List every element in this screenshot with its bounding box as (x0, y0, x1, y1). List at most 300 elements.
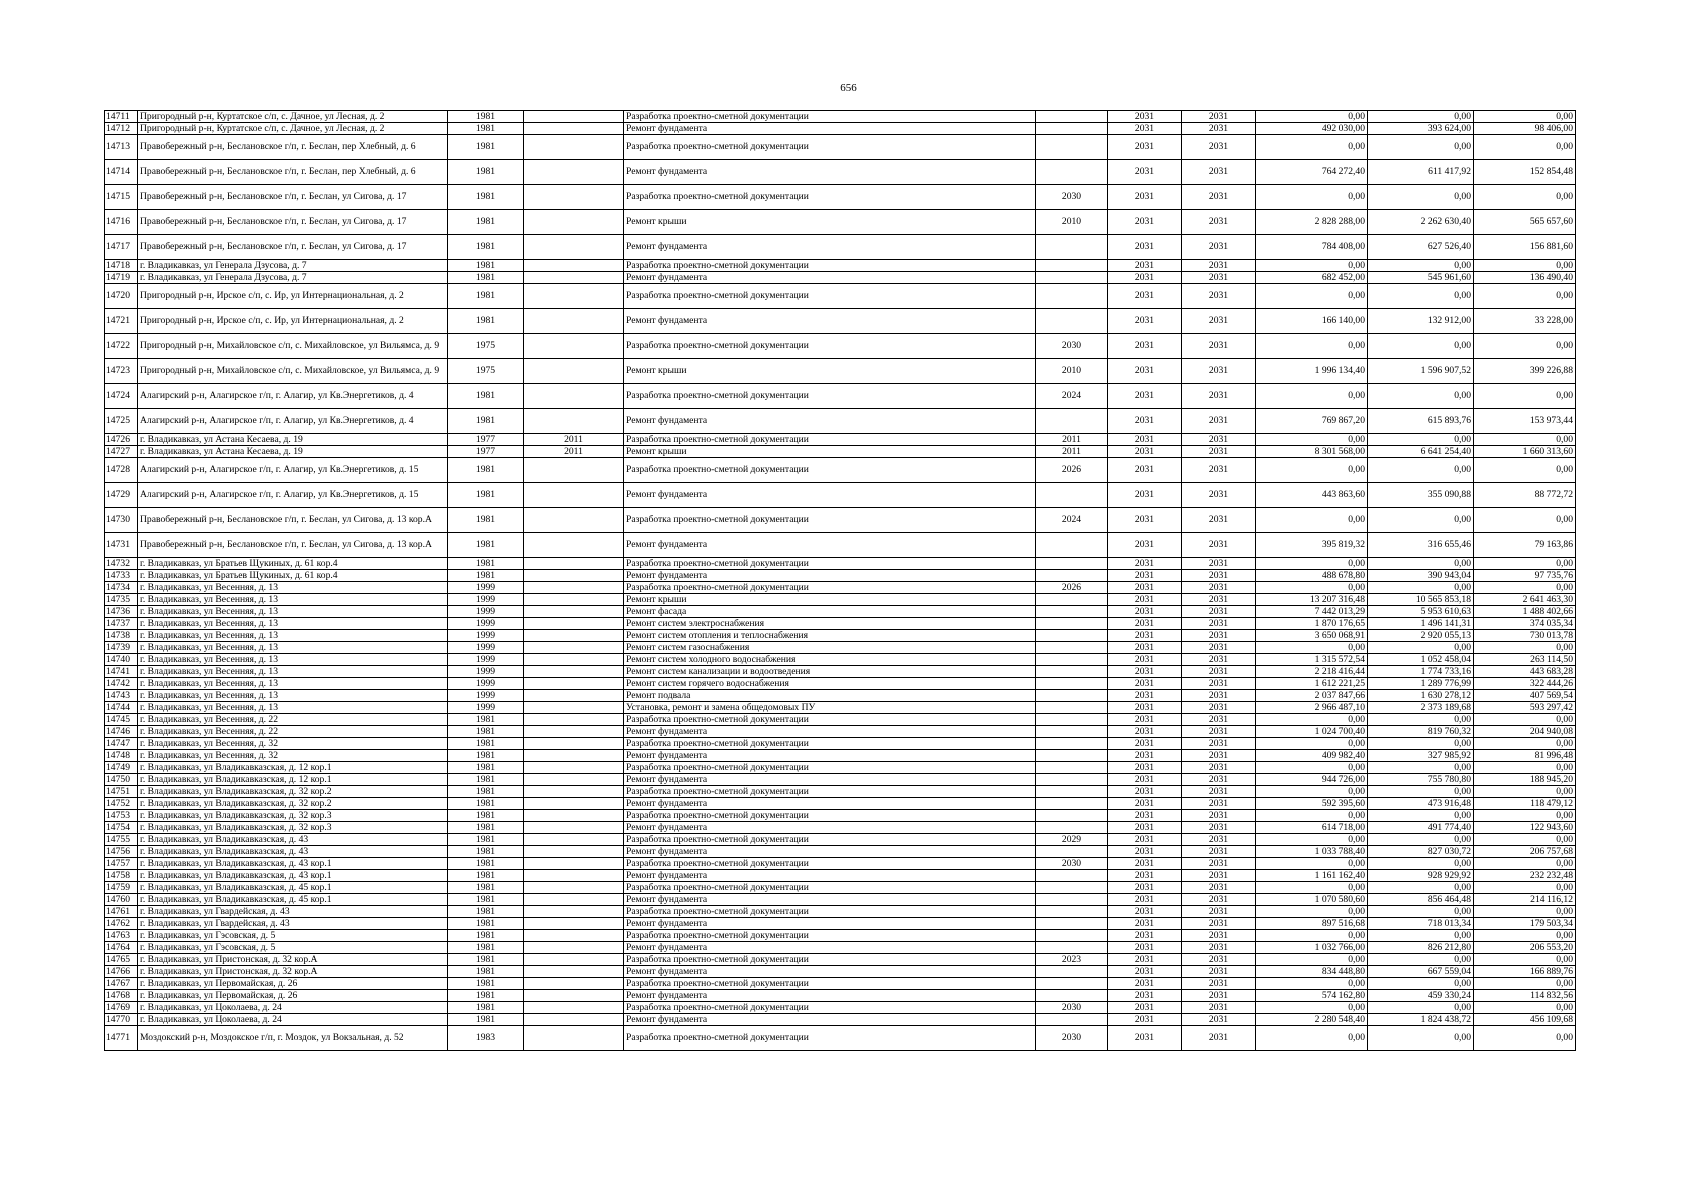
fund-cost-cell: 0,00 (1368, 882, 1474, 894)
address-cell: Алагирский р-н, Алагирское г/п, г. Алагир, ул Кв.Энергетиков, д. 4 (138, 384, 448, 409)
address-cell: Пригородный р-н, Куртатское с/п, с. Дачное, ул Лесная, д. 2 (138, 111, 448, 123)
row-number-cell: 14749 (105, 762, 138, 774)
plan-start-year-cell: 2031 (1108, 942, 1182, 954)
address-cell: г. Владикавказ, ул Владикавказская, д. 32 кор.2 (138, 786, 448, 798)
last-repair-year-cell (524, 458, 624, 483)
work-type-cell: Разработка проектно-сметной документации (624, 834, 1036, 846)
owners-cost-cell: 0,00 (1474, 284, 1576, 309)
fund-cost-cell: 0,00 (1368, 762, 1474, 774)
last-repair-year-cell (524, 160, 624, 185)
table-row (105, 882, 1576, 894)
row-number-cell: 14761 (105, 906, 138, 918)
address-cell: г. Владикавказ, ул Владикавказская, д. 12 кор.1 (138, 762, 448, 774)
work-year-cell (1036, 594, 1108, 606)
plan-end-year-cell: 2031 (1182, 774, 1256, 786)
row-number-cell: 14740 (105, 654, 138, 666)
row-number-cell: 14735 (105, 594, 138, 606)
plan-end-year-cell: 2031 (1182, 185, 1256, 210)
address-cell: г. Владикавказ, ул Цоколаева, д. 24 (138, 1014, 448, 1026)
owners-cost-cell: 593 297,42 (1474, 702, 1576, 714)
last-repair-year-cell (524, 309, 624, 334)
fund-cost-cell: 0,00 (1368, 858, 1474, 870)
work-type-cell: Ремонт подвала (624, 690, 1036, 702)
fund-cost-cell: 1 824 438,72 (1368, 1014, 1474, 1026)
total-cost-cell: 1 033 788,40 (1256, 846, 1368, 858)
plan-end-year-cell: 2031 (1182, 533, 1256, 558)
owners-cost-cell: 399 226,88 (1474, 359, 1576, 384)
owners-cost-cell: 0,00 (1474, 458, 1576, 483)
plan-start-year-cell: 2031 (1108, 678, 1182, 690)
last-repair-year-cell (524, 1002, 624, 1014)
work-year-cell (1036, 822, 1108, 834)
total-cost-cell: 2 966 487,10 (1256, 702, 1368, 714)
work-year-cell: 2026 (1036, 458, 1108, 483)
build-year-cell: 1981 (448, 1014, 524, 1026)
fund-cost-cell: 2 373 189,68 (1368, 702, 1474, 714)
table-row (105, 942, 1576, 954)
row-number-cell: 14718 (105, 260, 138, 272)
plan-end-year-cell: 2031 (1182, 702, 1256, 714)
owners-cost-cell: 0,00 (1474, 135, 1576, 160)
build-year-cell: 1981 (448, 123, 524, 135)
row-number-cell: 14725 (105, 409, 138, 434)
work-type-cell: Установка, ремонт и замена общедомовых ПУ (624, 702, 1036, 714)
plan-end-year-cell: 2031 (1182, 966, 1256, 978)
table-row (105, 260, 1576, 272)
owners-cost-cell: 98 406,00 (1474, 123, 1576, 135)
row-number-cell: 14767 (105, 978, 138, 990)
table-row (105, 1014, 1576, 1026)
address-cell: г. Владикавказ, ул Весенняя, д. 13 (138, 594, 448, 606)
work-type-cell: Разработка проектно-сметной документации (624, 582, 1036, 594)
owners-cost-cell: 456 109,68 (1474, 1014, 1576, 1026)
plan-start-year-cell: 2031 (1108, 594, 1182, 606)
total-cost-cell: 0,00 (1256, 284, 1368, 309)
work-year-cell (1036, 533, 1108, 558)
work-type-cell: Ремонт фундамента (624, 966, 1036, 978)
table-row (105, 642, 1576, 654)
work-year-cell (1036, 726, 1108, 738)
last-repair-year-cell (524, 774, 624, 786)
table-row (105, 726, 1576, 738)
fund-cost-cell: 5 953 610,63 (1368, 606, 1474, 618)
work-type-cell: Ремонт систем канализации и водоотведения (624, 666, 1036, 678)
plan-start-year-cell: 2031 (1108, 409, 1182, 434)
table-row (105, 1026, 1576, 1051)
work-year-cell (1036, 810, 1108, 822)
build-year-cell: 1981 (448, 822, 524, 834)
total-cost-cell: 3 650 068,91 (1256, 630, 1368, 642)
work-type-cell: Разработка проектно-сметной документации (624, 508, 1036, 533)
address-cell: г. Владикавказ, ул Весенняя, д. 22 (138, 726, 448, 738)
row-number-cell: 14743 (105, 690, 138, 702)
total-cost-cell: 8 301 568,00 (1256, 446, 1368, 458)
address-cell: г. Владикавказ, ул Владикавказская, д. 32 кор.3 (138, 810, 448, 822)
work-type-cell: Ремонт фундамента (624, 990, 1036, 1002)
total-cost-cell: 769 867,20 (1256, 409, 1368, 434)
table-row (105, 446, 1576, 458)
plan-start-year-cell: 2031 (1108, 272, 1182, 284)
owners-cost-cell: 0,00 (1474, 954, 1576, 966)
work-type-cell: Ремонт фундамента (624, 846, 1036, 858)
fund-cost-cell: 0,00 (1368, 384, 1474, 409)
plan-end-year-cell: 2031 (1182, 434, 1256, 446)
plan-start-year-cell: 2031 (1108, 702, 1182, 714)
total-cost-cell: 0,00 (1256, 762, 1368, 774)
work-year-cell (1036, 235, 1108, 260)
fund-cost-cell: 355 090,88 (1368, 483, 1474, 508)
plan-end-year-cell: 2031 (1182, 906, 1256, 918)
plan-start-year-cell: 2031 (1108, 630, 1182, 642)
row-number-cell: 14739 (105, 642, 138, 654)
work-year-cell: 2030 (1036, 334, 1108, 359)
work-year-cell (1036, 618, 1108, 630)
fund-cost-cell: 0,00 (1368, 1002, 1474, 1014)
fund-cost-cell: 0,00 (1368, 334, 1474, 359)
owners-cost-cell: 0,00 (1474, 111, 1576, 123)
plan-end-year-cell: 2031 (1182, 918, 1256, 930)
work-type-cell: Ремонт фасада (624, 606, 1036, 618)
build-year-cell: 1981 (448, 942, 524, 954)
build-year-cell: 1999 (448, 606, 524, 618)
work-type-cell: Разработка проектно-сметной документации (624, 714, 1036, 726)
build-year-cell: 1999 (448, 678, 524, 690)
plan-end-year-cell: 2031 (1182, 954, 1256, 966)
row-number-cell: 14760 (105, 894, 138, 906)
last-repair-year-cell (524, 111, 624, 123)
last-repair-year-cell (524, 714, 624, 726)
table-row (105, 762, 1576, 774)
work-type-cell: Разработка проектно-сметной документации (624, 434, 1036, 446)
work-type-cell: Ремонт фундамента (624, 123, 1036, 135)
address-cell: г. Владикавказ, ул Владикавказская, д. 45 кор.1 (138, 882, 448, 894)
last-repair-year-cell (524, 582, 624, 594)
table-row (105, 272, 1576, 284)
address-cell: г. Владикавказ, ул Весенняя, д. 13 (138, 582, 448, 594)
table-row (105, 990, 1576, 1002)
build-year-cell: 1999 (448, 690, 524, 702)
table-row (105, 483, 1576, 508)
build-year-cell: 1981 (448, 906, 524, 918)
last-repair-year-cell (524, 702, 624, 714)
work-type-cell: Разработка проектно-сметной документации (624, 906, 1036, 918)
row-number-cell: 14737 (105, 618, 138, 630)
fund-cost-cell: 667 559,04 (1368, 966, 1474, 978)
fund-cost-cell: 0,00 (1368, 642, 1474, 654)
last-repair-year-cell (524, 594, 624, 606)
fund-cost-cell: 1 496 141,31 (1368, 618, 1474, 630)
table-row (105, 894, 1576, 906)
plan-start-year-cell: 2031 (1108, 446, 1182, 458)
plan-end-year-cell: 2031 (1182, 846, 1256, 858)
build-year-cell: 1981 (448, 714, 524, 726)
last-repair-year-cell (524, 260, 624, 272)
last-repair-year-cell (524, 894, 624, 906)
table-row (105, 1002, 1576, 1014)
total-cost-cell: 0,00 (1256, 458, 1368, 483)
total-cost-cell: 0,00 (1256, 582, 1368, 594)
last-repair-year-cell (524, 870, 624, 882)
plan-start-year-cell: 2031 (1108, 1026, 1182, 1051)
plan-start-year-cell: 2031 (1108, 558, 1182, 570)
work-year-cell: 2010 (1036, 359, 1108, 384)
plan-start-year-cell: 2031 (1108, 978, 1182, 990)
work-type-cell: Ремонт фундамента (624, 822, 1036, 834)
row-number-cell: 14729 (105, 483, 138, 508)
work-type-cell: Ремонт фундамента (624, 483, 1036, 508)
total-cost-cell: 1 315 572,54 (1256, 654, 1368, 666)
row-number-cell: 14730 (105, 508, 138, 533)
work-year-cell (1036, 558, 1108, 570)
table-row (105, 558, 1576, 570)
plan-start-year-cell: 2031 (1108, 160, 1182, 185)
plan-start-year-cell: 2031 (1108, 123, 1182, 135)
owners-cost-cell: 0,00 (1474, 1026, 1576, 1051)
row-number-cell: 14745 (105, 714, 138, 726)
work-year-cell (1036, 762, 1108, 774)
plan-end-year-cell: 2031 (1182, 582, 1256, 594)
plan-end-year-cell: 2031 (1182, 446, 1256, 458)
work-type-cell: Разработка проектно-сметной документации (624, 111, 1036, 123)
work-year-cell: 2024 (1036, 508, 1108, 533)
work-type-cell: Ремонт фундамента (624, 870, 1036, 882)
work-type-cell: Разработка проектно-сметной документации (624, 458, 1036, 483)
plan-start-year-cell: 2031 (1108, 434, 1182, 446)
build-year-cell: 1981 (448, 235, 524, 260)
work-type-cell: Ремонт крыши (624, 594, 1036, 606)
build-year-cell: 1981 (448, 260, 524, 272)
work-year-cell (1036, 135, 1108, 160)
total-cost-cell: 0,00 (1256, 185, 1368, 210)
last-repair-year-cell: 2011 (524, 446, 624, 458)
build-year-cell: 1999 (448, 666, 524, 678)
work-year-cell: 2024 (1036, 384, 1108, 409)
plan-end-year-cell: 2031 (1182, 714, 1256, 726)
work-year-cell (1036, 942, 1108, 954)
fund-cost-cell: 1 289 776,99 (1368, 678, 1474, 690)
fund-cost-cell: 0,00 (1368, 714, 1474, 726)
plan-start-year-cell: 2031 (1108, 309, 1182, 334)
plan-start-year-cell: 2031 (1108, 642, 1182, 654)
plan-start-year-cell: 2031 (1108, 930, 1182, 942)
last-repair-year-cell (524, 1026, 624, 1051)
plan-start-year-cell: 2031 (1108, 111, 1182, 123)
plan-start-year-cell: 2031 (1108, 894, 1182, 906)
plan-end-year-cell: 2031 (1182, 858, 1256, 870)
table-row (105, 533, 1576, 558)
build-year-cell: 1977 (448, 446, 524, 458)
build-year-cell: 1981 (448, 1002, 524, 1014)
build-year-cell: 1981 (448, 798, 524, 810)
row-number-cell: 14711 (105, 111, 138, 123)
row-number-cell: 14746 (105, 726, 138, 738)
total-cost-cell: 0,00 (1256, 954, 1368, 966)
last-repair-year-cell (524, 810, 624, 822)
build-year-cell: 1981 (448, 111, 524, 123)
address-cell: Правобережный р-н, Беслановское г/п, г. Беслан, ул Сигова, д. 17 (138, 235, 448, 260)
plan-end-year-cell: 2031 (1182, 458, 1256, 483)
table-row (105, 309, 1576, 334)
address-cell: г. Владикавказ, ул Генерала Дзусова, д. 7 (138, 272, 448, 284)
address-cell: г. Владикавказ, ул Владикавказская, д. 43 кор.1 (138, 858, 448, 870)
owners-cost-cell: 0,00 (1474, 978, 1576, 990)
row-number-cell: 14732 (105, 558, 138, 570)
work-year-cell (1036, 750, 1108, 762)
row-number-cell: 14768 (105, 990, 138, 1002)
work-type-cell: Разработка проектно-сметной документации (624, 810, 1036, 822)
work-type-cell: Ремонт крыши (624, 359, 1036, 384)
last-repair-year-cell (524, 738, 624, 750)
work-type-cell: Ремонт фундамента (624, 235, 1036, 260)
plan-end-year-cell: 2031 (1182, 798, 1256, 810)
owners-cost-cell: 322 444,26 (1474, 678, 1576, 690)
table-row (105, 135, 1576, 160)
plan-end-year-cell: 2031 (1182, 284, 1256, 309)
last-repair-year-cell (524, 978, 624, 990)
plan-start-year-cell: 2031 (1108, 714, 1182, 726)
table-row (105, 702, 1576, 714)
last-repair-year-cell (524, 642, 624, 654)
work-year-cell: 2030 (1036, 185, 1108, 210)
work-year-cell (1036, 284, 1108, 309)
total-cost-cell: 0,00 (1256, 642, 1368, 654)
plan-end-year-cell: 2031 (1182, 160, 1256, 185)
total-cost-cell: 0,00 (1256, 1026, 1368, 1051)
work-year-cell (1036, 870, 1108, 882)
address-cell: г. Владикавказ, ул Весенняя, д. 13 (138, 702, 448, 714)
work-type-cell: Ремонт систем отопления и теплоснабжения (624, 630, 1036, 642)
last-repair-year-cell (524, 882, 624, 894)
owners-cost-cell: 88 772,72 (1474, 483, 1576, 508)
address-cell: г. Владикавказ, ул Братьев Щукиных, д. 61 кор.4 (138, 558, 448, 570)
total-cost-cell: 1 024 700,40 (1256, 726, 1368, 738)
last-repair-year-cell (524, 630, 624, 642)
total-cost-cell: 682 452,00 (1256, 272, 1368, 284)
work-type-cell: Ремонт фундамента (624, 942, 1036, 954)
fund-cost-cell: 0,00 (1368, 582, 1474, 594)
row-number-cell: 14715 (105, 185, 138, 210)
total-cost-cell: 0,00 (1256, 334, 1368, 359)
plan-end-year-cell: 2031 (1182, 942, 1256, 954)
fund-cost-cell: 0,00 (1368, 111, 1474, 123)
plan-end-year-cell: 2031 (1182, 810, 1256, 822)
last-repair-year-cell (524, 185, 624, 210)
last-repair-year-cell (524, 786, 624, 798)
address-cell: г. Владикавказ, ул Весенняя, д. 13 (138, 642, 448, 654)
total-cost-cell: 0,00 (1256, 260, 1368, 272)
address-cell: Пригородный р-н, Михайловское с/п, с. Михайловское, ул Вильямса, д. 9 (138, 334, 448, 359)
last-repair-year-cell (524, 558, 624, 570)
last-repair-year-cell (524, 750, 624, 762)
work-year-cell (1036, 678, 1108, 690)
fund-cost-cell: 0,00 (1368, 284, 1474, 309)
total-cost-cell: 488 678,80 (1256, 570, 1368, 582)
plan-end-year-cell: 2031 (1182, 726, 1256, 738)
work-type-cell: Разработка проектно-сметной документации (624, 135, 1036, 160)
owners-cost-cell: 206 553,20 (1474, 942, 1576, 954)
plan-start-year-cell: 2031 (1108, 906, 1182, 918)
work-type-cell: Ремонт крыши (624, 210, 1036, 235)
table-row (105, 750, 1576, 762)
plan-end-year-cell: 2031 (1182, 309, 1256, 334)
work-type-cell: Разработка проектно-сметной документации (624, 260, 1036, 272)
build-year-cell: 1981 (448, 810, 524, 822)
table-row (105, 334, 1576, 359)
row-number-cell: 14736 (105, 606, 138, 618)
row-number-cell: 14744 (105, 702, 138, 714)
table-row (105, 359, 1576, 384)
total-cost-cell: 574 162,80 (1256, 990, 1368, 1002)
row-number-cell: 14753 (105, 810, 138, 822)
build-year-cell: 1981 (448, 384, 524, 409)
last-repair-year-cell (524, 762, 624, 774)
last-repair-year-cell (524, 954, 624, 966)
work-year-cell (1036, 966, 1108, 978)
plan-start-year-cell: 2031 (1108, 582, 1182, 594)
table-row (105, 834, 1576, 846)
address-cell: г. Владикавказ, ул Первомайская, д. 26 (138, 990, 448, 1002)
fund-cost-cell: 0,00 (1368, 508, 1474, 533)
last-repair-year-cell: 2011 (524, 434, 624, 446)
build-year-cell: 1981 (448, 954, 524, 966)
build-year-cell: 1981 (448, 185, 524, 210)
fund-cost-cell: 627 526,40 (1368, 235, 1474, 260)
row-number-cell: 14720 (105, 284, 138, 309)
plan-start-year-cell: 2031 (1108, 690, 1182, 702)
last-repair-year-cell (524, 359, 624, 384)
table-row (105, 606, 1576, 618)
table-row (105, 630, 1576, 642)
work-year-cell (1036, 882, 1108, 894)
build-year-cell: 1981 (448, 533, 524, 558)
work-type-cell: Ремонт систем газоснабжения (624, 642, 1036, 654)
table-row (105, 666, 1576, 678)
build-year-cell: 1981 (448, 834, 524, 846)
last-repair-year-cell (524, 1014, 624, 1026)
owners-cost-cell: 730 013,78 (1474, 630, 1576, 642)
row-number-cell: 14765 (105, 954, 138, 966)
address-cell: г. Владикавказ, ул Пристонская, д. 32 кор.А (138, 966, 448, 978)
last-repair-year-cell (524, 135, 624, 160)
table-row (105, 918, 1576, 930)
total-cost-cell: 0,00 (1256, 858, 1368, 870)
table-row (105, 185, 1576, 210)
plan-start-year-cell: 2031 (1108, 882, 1182, 894)
plan-start-year-cell: 2031 (1108, 834, 1182, 846)
total-cost-cell: 0,00 (1256, 930, 1368, 942)
owners-cost-cell: 0,00 (1474, 834, 1576, 846)
address-cell: г. Владикавказ, ул Владикавказская, д. 43 (138, 834, 448, 846)
owners-cost-cell: 0,00 (1474, 858, 1576, 870)
plan-end-year-cell: 2031 (1182, 630, 1256, 642)
plan-end-year-cell: 2031 (1182, 606, 1256, 618)
work-type-cell: Разработка проектно-сметной документации (624, 384, 1036, 409)
row-number-cell: 14758 (105, 870, 138, 882)
fund-cost-cell: 0,00 (1368, 954, 1474, 966)
address-cell: Алагирский р-н, Алагирское г/п, г. Алагир, ул Кв.Энергетиков, д. 15 (138, 458, 448, 483)
work-type-cell: Разработка проектно-сметной документации (624, 762, 1036, 774)
plan-end-year-cell: 2031 (1182, 978, 1256, 990)
plan-end-year-cell: 2031 (1182, 642, 1256, 654)
build-year-cell: 1999 (448, 630, 524, 642)
row-number-cell: 14742 (105, 678, 138, 690)
total-cost-cell: 0,00 (1256, 434, 1368, 446)
total-cost-cell: 0,00 (1256, 111, 1368, 123)
total-cost-cell: 1 070 580,60 (1256, 894, 1368, 906)
address-cell: Пригородный р-н, Куртатское с/п, с. Дачное, ул Лесная, д. 2 (138, 123, 448, 135)
last-repair-year-cell (524, 822, 624, 834)
owners-cost-cell: 188 945,20 (1474, 774, 1576, 786)
